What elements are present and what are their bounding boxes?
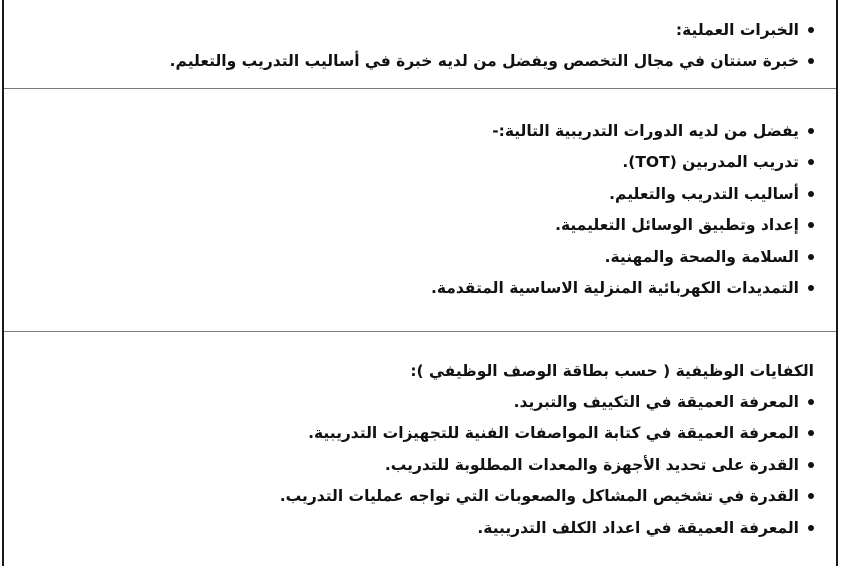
- bullet-icon: [808, 525, 814, 531]
- courses-heading: يفضل من لديه الدورات التدريبية التالية:-: [492, 121, 799, 140]
- bullet-icon: [808, 128, 814, 134]
- experience-item-text: خبرة سنتان في مجال التخصص ويفضل من لديه خبرة في أساليب التدريب والتعليم.: [169, 52, 799, 71]
- competency-item-text: المعرفة العميقة في كتابة المواصفات الفنية للتجهيزات التدريبية.: [308, 424, 799, 443]
- course-item: [16, 273, 814, 305]
- table-frame: [2, 0, 838, 566]
- competency-item: [16, 449, 814, 480]
- course-item: [16, 210, 814, 242]
- bullet-icon: [808, 58, 814, 64]
- bullet-icon: [808, 254, 814, 260]
- course-item: [16, 178, 814, 210]
- competency-item: [16, 386, 814, 417]
- competency-item: [16, 512, 814, 543]
- course-item: [16, 147, 814, 179]
- bullet-icon: [808, 285, 814, 291]
- competency-item: [16, 481, 814, 512]
- bullet-icon: [808, 159, 814, 165]
- bullet-icon: [808, 191, 814, 197]
- experience-section: [4, 14, 836, 77]
- experience-heading: الخبرات العملية:: [675, 20, 799, 39]
- section-divider: [4, 88, 836, 89]
- course-item: [16, 241, 814, 273]
- courses-heading-row: [16, 115, 814, 147]
- bullet-icon: [808, 222, 814, 228]
- course-item-text: التمديدات الكهربائية المنزلية الاساسية المتقدمة.: [430, 279, 799, 298]
- section-divider: [4, 331, 836, 332]
- course-item-text: تدريب المدربين (TOT).: [622, 153, 799, 172]
- competencies-heading: الكفايات الوظيفية ( حسب بطاقة الوصف الوظيفي ):: [410, 361, 814, 380]
- experience-heading-row: [16, 14, 814, 46]
- competency-item: [16, 418, 814, 449]
- competency-item-text: القدرة في تشخيص المشاكل والصعوبات التي تواجه عمليات التدريب.: [279, 487, 799, 506]
- competency-item-text: المعرفة العميقة في اعداد الكلف التدريبية.: [477, 518, 799, 537]
- bullet-icon: [808, 493, 814, 499]
- competencies-heading-row: [16, 355, 814, 386]
- course-item-text: السلامة والصحة والمهنية.: [604, 247, 799, 266]
- bullet-icon: [808, 462, 814, 468]
- bullet-icon: [808, 399, 814, 405]
- competency-item-text: القدرة على تحديد الأجهزة والمعدات المطلوبة للتدريب.: [384, 455, 799, 474]
- bullet-icon: [808, 430, 814, 436]
- bullet-icon: [808, 27, 814, 33]
- course-item-text: إعداد وتطبيق الوسائل التعليمية.: [555, 216, 799, 235]
- experience-item: [16, 46, 814, 78]
- competency-item-text: المعرفة العميقة في التكييف والتبريد.: [513, 393, 799, 412]
- course-item-text: أساليب التدريب والتعليم.: [609, 184, 799, 203]
- courses-section: [4, 115, 836, 304]
- competencies-section: [4, 355, 836, 543]
